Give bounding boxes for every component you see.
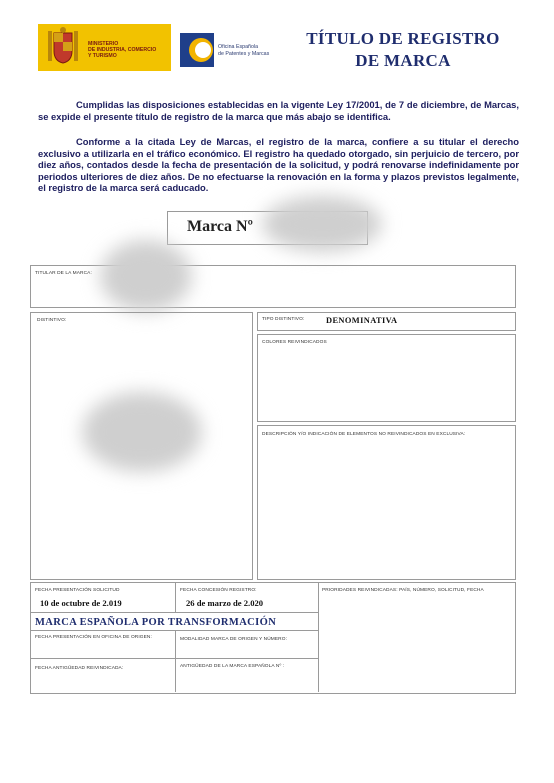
ministry-logo [38,24,171,71]
fecha-antiguedad-label: FECHA ANTIGÜEDAD REIVINDICADA: [35,666,124,671]
oepm-line-2: de Patentes y Marcas [218,50,270,57]
colores-label: COLORES REIVINDICADOS [262,340,327,345]
distintivo-label: DISTINTIVO: [37,318,67,323]
titular-label: TITULAR DE LA MARCA: [35,271,92,276]
colores-box [257,334,516,422]
document-title: TÍTULO DE REGISTRO DE MARCA [306,29,500,70]
redacted-titular [100,240,192,312]
tipo-distintivo-box [257,312,516,331]
fecha-concesion-value: 26 de marzo de 2.020 [186,598,264,608]
ministry-line-1: MINISTERIO [88,41,119,47]
modalidad-label: MODALIDAD MARCA DE ORIGEN Y NÚMERO: [180,637,288,642]
descripcion-box [257,425,516,580]
tipo-distintivo-value: DENOMINATIVA [326,316,398,325]
fecha-presentacion-value: 10 de octubre de 2.019 [40,598,122,608]
divider [175,630,176,692]
divider [30,612,318,613]
redacted-distintivo [82,392,202,472]
fecha-concesion-label: FECHA CONCESIÓN REGISTRO: [180,588,257,593]
intro-paragraph: Cumplidas las disposiciones establecidas en la vigente Ley 17/2001, de 7 de diciembre, de Marcas, se expide el presente título de registro de la marca que más abajo se identifica. [38,99,519,122]
prioridades-label: PRIORIDADES REIVINDICADAS: PAÍS, NÚMERO, SOLICITUD, FECHA [322,588,484,593]
oepm-icon [180,33,214,67]
oepm-line-1: Oficina Española [218,44,259,50]
divider [175,582,176,612]
fecha-oficina-label: FECHA PRESENTACIÓN EN OFICINA DE ORIGEN: [35,635,152,640]
marca-number-label: Marca Nº [187,218,253,235]
redacted-marca-number [262,196,382,252]
fecha-presentacion-label: FECHA PRESENTACIÓN SOLICITUD [35,588,120,593]
descripcion-label: DESCRIPCIÓN Y/O INDICACIÓN DE ELEMENTOS NO REIVINDICADOS EN EXCLUSIVA: [262,432,466,437]
transformacion-heading: MARCA ESPAÑOLA POR TRANSFORMACIÓN [35,617,277,628]
oepm-logo [174,24,280,71]
antiguedad-marca-label: ANTIGÜEDAD DE LA MARCA ESPAÑOLA Nº : [180,664,285,669]
divider [318,582,319,692]
ministry-line-3: Y TURISMO [88,53,117,59]
coat-of-arms-icon [46,27,80,67]
ministry-line-2: DE INDUSTRIA, COMERCIO [88,47,157,53]
divider [30,658,318,659]
rights-paragraph: Conforme a la citada Ley de Marcas, el registro de la marca, confiere a su titular el derecho exclusivo a utilizarla en el tráfico económico. El registro ha quedado otorgado, sin perjuicio de tercero, por diez años, contados desde la fecha de presentación de la solicitud, y podrá renovarse indefinidamente por periodos ulteriores de diez años. De no efectuarse la renovación en la forma y plazos previstos legalmente, el registro de la marca será caducado. [38,136,519,194]
divider [30,630,318,631]
tipo-distintivo-label: TIPO DISTINTIVO: [262,317,305,322]
